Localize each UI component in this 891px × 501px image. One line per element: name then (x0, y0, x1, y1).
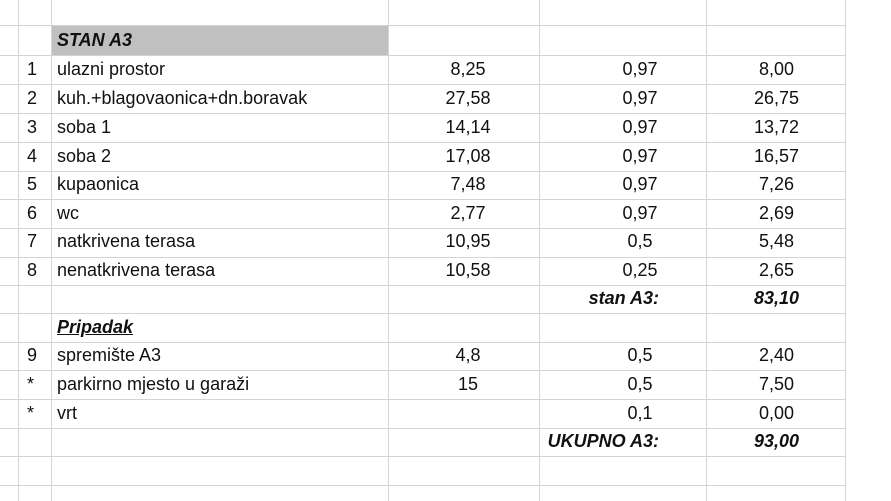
row-number[interactable]: 1 (27, 59, 38, 79)
area-cell[interactable]: 14,14 (445, 117, 491, 137)
total-cell[interactable]: 7,50 (758, 374, 795, 394)
total-cell[interactable]: 2,40 (758, 345, 795, 365)
coefficient-cell[interactable]: 0,97 (622, 203, 658, 223)
row-number[interactable]: 9 (27, 345, 38, 365)
row-number[interactable]: 6 (27, 203, 38, 223)
row-number[interactable]: 8 (27, 260, 38, 280)
coefficient-cell[interactable]: 0,5 (627, 345, 653, 365)
coefficient-cell[interactable]: 0,97 (622, 88, 658, 108)
grand-total-value[interactable]: 93,00 (753, 431, 800, 451)
row-number[interactable]: 5 (27, 174, 38, 194)
section-title[interactable]: STAN A3 (52, 26, 388, 55)
total-cell[interactable]: 2,69 (758, 203, 795, 223)
room-name-cell[interactable]: nenatkrivena terasa (57, 260, 216, 280)
room-name-cell[interactable]: vrt (57, 403, 77, 423)
room-name-cell[interactable]: soba 1 (57, 117, 112, 137)
area-cell[interactable]: 17,08 (445, 146, 491, 166)
coefficient-cell[interactable]: 0,97 (622, 59, 658, 79)
coefficient-cell[interactable]: 0,25 (622, 260, 658, 280)
total-cell[interactable]: 13,72 (753, 117, 800, 137)
total-cell[interactable]: 5,48 (758, 231, 795, 251)
room-name-cell[interactable]: kupaonica (57, 174, 140, 194)
area-cell[interactable]: 4,8 (455, 345, 481, 365)
total-cell[interactable]: 2,65 (758, 260, 795, 280)
area-cell[interactable]: 10,95 (445, 231, 491, 251)
row-number[interactable]: 4 (27, 146, 38, 166)
row-number[interactable]: * (27, 403, 35, 423)
appurtenance-title[interactable] (52, 313, 388, 342)
row-number[interactable]: 3 (27, 117, 38, 137)
grand-total-label[interactable]: UKUPNO A3: (547, 431, 659, 451)
room-name-cell[interactable]: ulazni prostor (57, 59, 166, 79)
row-number[interactable]: 7 (27, 231, 38, 251)
coefficient-cell[interactable]: 0,5 (627, 231, 653, 251)
area-cell[interactable]: 27,58 (445, 88, 491, 108)
coefficient-cell[interactable]: 0,97 (622, 146, 658, 166)
room-name-cell[interactable]: parkirno mjesto u garaži (57, 374, 250, 394)
subtotal-value[interactable]: 83,10 (753, 288, 800, 308)
room-name-cell[interactable]: soba 2 (57, 146, 112, 166)
grid-line (0, 485, 846, 486)
area-cell[interactable]: 2,77 (450, 203, 486, 223)
area-cell[interactable] (389, 399, 539, 428)
room-name-cell[interactable]: spremište A3 (57, 345, 162, 365)
grid-line (0, 456, 846, 457)
total-cell[interactable]: 26,75 (753, 88, 800, 108)
room-name-cell[interactable]: natkrivena terasa (57, 231, 196, 251)
area-cell[interactable]: 10,58 (445, 260, 491, 280)
coefficient-cell[interactable]: 0,97 (622, 174, 658, 194)
room-name-cell[interactable]: kuh.+blagovaonica+dn.boravak (57, 88, 308, 108)
area-cell[interactable]: 15 (457, 374, 479, 394)
subtotal-label[interactable]: stan A3: (588, 288, 659, 308)
room-name-cell[interactable]: wc (57, 203, 79, 223)
total-cell[interactable]: 8,00 (758, 59, 795, 79)
appurtenance-title-text: Pripadak (57, 317, 134, 337)
total-cell[interactable]: 0,00 (758, 403, 795, 423)
area-cell[interactable]: 8,25 (450, 59, 486, 79)
area-cell[interactable]: 7,48 (450, 174, 486, 194)
row-number[interactable]: 2 (27, 88, 38, 108)
total-cell[interactable]: 16,57 (753, 146, 800, 166)
coefficient-cell[interactable]: 0,1 (627, 403, 653, 423)
total-cell[interactable]: 7,26 (758, 174, 795, 194)
coefficient-cell[interactable]: 0,5 (627, 374, 653, 394)
coefficient-cell[interactable]: 0,97 (622, 117, 658, 137)
row-number[interactable]: * (27, 374, 35, 394)
